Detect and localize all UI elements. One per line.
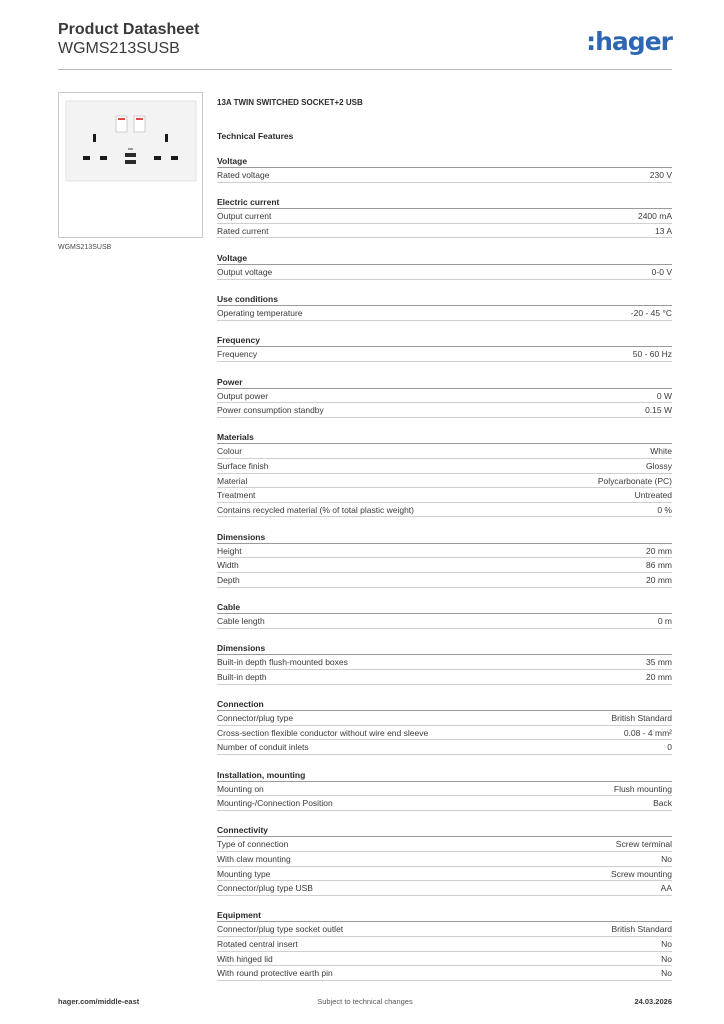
spec-value: 20 mm [646,575,672,586]
document-subtitle: WGMS213SUSB [58,40,180,57]
spec-label: Height [217,545,242,556]
spec-label: Depth [217,575,240,586]
spec-value: 20 mm [646,545,672,556]
spec-value: Untreated [634,490,672,501]
spec-row [217,573,672,588]
section-title: Use conditions [217,292,672,306]
spec-label: Contains recycled material (% of total plastic weight) [217,504,414,515]
spec-value: Screw mounting [611,868,672,879]
spec-sections [217,154,672,981]
section-title: Power [217,375,672,389]
section-title: Installation, mounting [217,768,672,782]
spec-value: 13 A [654,225,672,236]
spec-row [217,655,672,670]
spec-row [217,966,672,981]
spec-label: Power consumption standby [217,405,324,416]
spec-label: Connector/plug type [217,713,294,724]
product-image [58,92,203,238]
spec-row [217,389,672,404]
spec-value: 20 mm [646,672,672,683]
spec-row [217,444,672,459]
spec-value: No [661,953,672,964]
spec-value: No [661,968,672,979]
section-title: Equipment [217,908,672,922]
spec-value: 0-0 V [651,266,672,277]
spec-label: Output current [217,211,272,222]
spec-label: Rated current [217,225,269,236]
socket-illustration [59,93,204,239]
spec-section [217,641,672,684]
image-caption: WGMS213SUSB [58,244,112,251]
spec-value: 0.08 - 4 mm² [623,727,672,738]
footer-notice: Subject to technical changes [317,997,413,1006]
spec-value: 2400 mA [637,211,672,222]
spec-section [217,333,672,362]
spec-label: Connector/plug type socket outlet [217,924,344,935]
spec-value: British Standard [611,713,672,724]
datasheet-content [217,96,672,993]
spec-row [217,488,672,503]
spec-row [217,347,672,362]
spec-row [217,306,672,321]
section-title: Voltage [217,154,672,168]
spec-row [217,837,672,852]
spec-section [217,251,672,280]
spec-value: 0 [667,742,672,753]
spec-label: Mounting on [217,783,264,794]
spec-value: 0 W [656,390,672,401]
footer-date: 24.03.2026 [634,997,672,1006]
section-title: Connectivity [217,823,672,837]
spec-value: 0.15 W [645,405,672,416]
spec-label: Type of connection [217,839,289,850]
spec-row [217,867,672,882]
spec-row [217,782,672,797]
spec-label: Built-in depth flush-mounted boxes [217,657,348,668]
section-title: Connection [217,697,672,711]
spec-label: With claw mounting [217,853,291,864]
technical-features-heading: Technical Features [217,131,294,141]
spec-value: Flush mounting [613,783,672,794]
document-title: Product Datasheet [58,21,200,38]
spec-section [217,908,672,980]
section-title: Cable [217,600,672,614]
spec-row [217,740,672,755]
spec-value: AA [660,883,672,894]
product-name: 13A TWIN SWITCHED SOCKET+2 USB [217,98,363,107]
spec-row [217,544,672,559]
spec-row [217,711,672,726]
spec-value: 86 mm [646,560,672,571]
spec-row [217,937,672,952]
spec-value: British Standard [611,924,672,935]
spec-value: No [661,853,672,864]
spec-label: Surface finish [217,460,269,471]
spec-label: Output power [217,390,269,401]
spec-row [217,852,672,867]
spec-value: Screw terminal [615,839,672,850]
spec-label: Mounting type [217,868,271,879]
spec-section [217,823,672,895]
spec-label: Output voltage [217,266,273,277]
hager-logo: :hager [586,27,672,56]
section-title: Electric current [217,195,672,209]
spec-row [217,952,672,967]
section-title: Frequency [217,333,672,347]
spec-label: Built-in depth [217,672,267,683]
spec-value: No [661,938,672,949]
spec-value: Glossy [646,460,672,471]
spec-label: Material [217,475,248,486]
spec-label: With hinged lid [217,953,273,964]
spec-section [217,530,672,588]
spec-value: -20 - 45 °C [630,308,672,319]
spec-row [217,922,672,937]
spec-value: 0 m [657,616,672,627]
spec-label: Rotated central insert [217,938,298,949]
spec-label: Rated voltage [217,170,270,180]
spec-label: Frequency [217,349,258,360]
spec-row [217,403,672,418]
footer-website: hager.com/middle-east [58,997,140,1006]
spec-value: White [650,446,672,457]
page-footer [58,997,672,1009]
spec-label: Treatment [217,490,256,501]
spec-label: Cable length [217,616,265,627]
spec-row [217,558,672,573]
spec-row [217,670,672,685]
spec-section [217,195,672,238]
spec-section [217,768,672,811]
spec-value: Back [653,798,672,809]
spec-label: Number of conduit inlets [217,742,309,753]
section-title: Voltage [217,251,672,265]
spec-value: Polycarbonate (PC) [597,475,672,486]
spec-label: Colour [217,446,243,457]
spec-row [217,224,672,239]
spec-row [217,265,672,280]
spec-section [217,154,672,183]
spec-row [217,796,672,811]
spec-row [217,881,672,896]
spec-row [217,209,672,224]
section-title: Materials [217,430,672,444]
spec-row [217,168,672,183]
spec-value: 50 - 60 Hz [632,349,672,360]
spec-label: Width [217,560,239,571]
spec-value: 35 mm [646,657,672,668]
spec-label: Operating temperature [217,308,303,319]
spec-label: With round protective earth pin [217,968,333,979]
spec-row [217,614,672,629]
spec-row [217,474,672,489]
spec-label: Connector/plug type USB [217,883,313,894]
spec-section [217,375,672,418]
spec-section [217,697,672,755]
section-title: Dimensions [217,530,672,544]
spec-section [217,600,672,629]
spec-label: Cross-section flexible conductor without wire end sleeve [217,727,429,738]
section-title: Dimensions [217,641,672,655]
page-header [58,20,672,70]
spec-section [217,430,672,517]
spec-row [217,726,672,741]
spec-label: Mounting-/Connection Position [217,798,333,809]
spec-row [217,459,672,474]
spec-section [217,292,672,321]
spec-value: 230 V [649,170,672,180]
spec-value: 0 % [657,504,672,515]
spec-row [217,503,672,518]
